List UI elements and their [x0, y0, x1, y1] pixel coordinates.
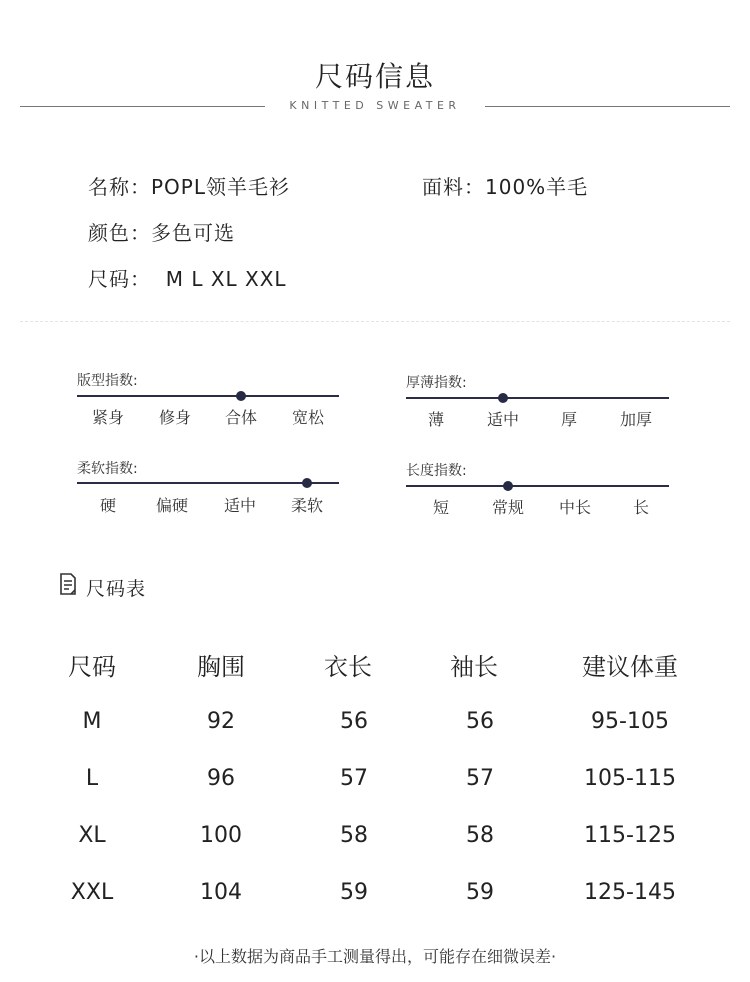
table-cell: XL: [78, 823, 106, 848]
index-option: 修身: [158, 408, 191, 427]
table-cell: 56: [340, 709, 368, 734]
index-option: 薄: [427, 410, 444, 429]
index-option: 柔软: [290, 496, 323, 515]
table-cell: 58: [340, 823, 368, 848]
product-sizes: 尺码： M L XL XXL: [88, 267, 287, 291]
index-option: 紧身: [91, 408, 124, 427]
index-track: [406, 397, 669, 399]
page-subtitle: KNITTED SWEATER: [289, 99, 461, 112]
table-header-cell: 建议体重: [582, 653, 678, 681]
table-cell: 96: [207, 766, 235, 791]
index-label: 长度指数:: [406, 463, 467, 479]
index-option: 长: [632, 498, 649, 517]
product-name: 名称：POPL领羊毛衫: [88, 175, 291, 199]
index-option: 偏硬: [155, 496, 188, 515]
table-cell: 57: [466, 766, 494, 791]
index-option: 中长: [558, 498, 591, 517]
index-option: 常规: [491, 498, 524, 517]
table-cell: M: [82, 709, 102, 734]
index-label: 版型指数:: [77, 373, 138, 389]
table-header-cell: 尺码: [68, 653, 116, 681]
index-option: 合体: [224, 408, 257, 427]
table-cell: 57: [340, 766, 368, 791]
table-cell: 95-105: [591, 709, 669, 734]
measurement-footnote: ·以上数据为商品手工测量得出，可能存在细微误差·: [193, 947, 557, 966]
index-marker: [498, 393, 508, 403]
index-label: 柔软指数:: [77, 461, 138, 477]
size-table-title: 尺码表: [86, 578, 147, 600]
table-cell: 125-145: [584, 880, 676, 905]
index-marker: [302, 478, 312, 488]
table-cell: 92: [207, 709, 235, 734]
table-cell: 115-125: [584, 823, 676, 848]
index-option: 厚: [560, 410, 577, 429]
table-cell: 100: [200, 823, 242, 848]
index-track: [406, 485, 669, 487]
section-divider: [20, 321, 730, 322]
table-header-cell: 衣长: [324, 653, 372, 681]
index-track: [77, 395, 339, 397]
table-cell: 59: [466, 880, 494, 905]
table-cell: 58: [466, 823, 494, 848]
index-option: 适中: [223, 496, 256, 515]
index-marker: [503, 481, 513, 491]
index-option: 宽松: [291, 408, 324, 427]
table-cell: 56: [466, 709, 494, 734]
product-fabric: 面料：100%羊毛: [422, 175, 589, 199]
table-cell: 59: [340, 880, 368, 905]
index-label: 厚薄指数:: [406, 375, 467, 391]
table-cell: L: [85, 766, 99, 791]
table-cell: 105-115: [584, 766, 676, 791]
index-option: 硬: [99, 496, 116, 515]
table-cell: 104: [200, 880, 242, 905]
index-option: 加厚: [619, 410, 652, 429]
table-cell: XXL: [70, 880, 114, 905]
product-color: 颜色：多色可选: [88, 221, 235, 245]
page-title: 尺码信息: [314, 60, 435, 93]
table-header-cell: 袖长: [450, 653, 498, 681]
index-track: [77, 482, 339, 484]
index-marker: [236, 391, 246, 401]
document-list-icon: [58, 572, 78, 596]
index-option: 适中: [486, 410, 519, 429]
table-header-cell: 胸围: [197, 653, 245, 681]
index-option: 短: [432, 498, 449, 517]
